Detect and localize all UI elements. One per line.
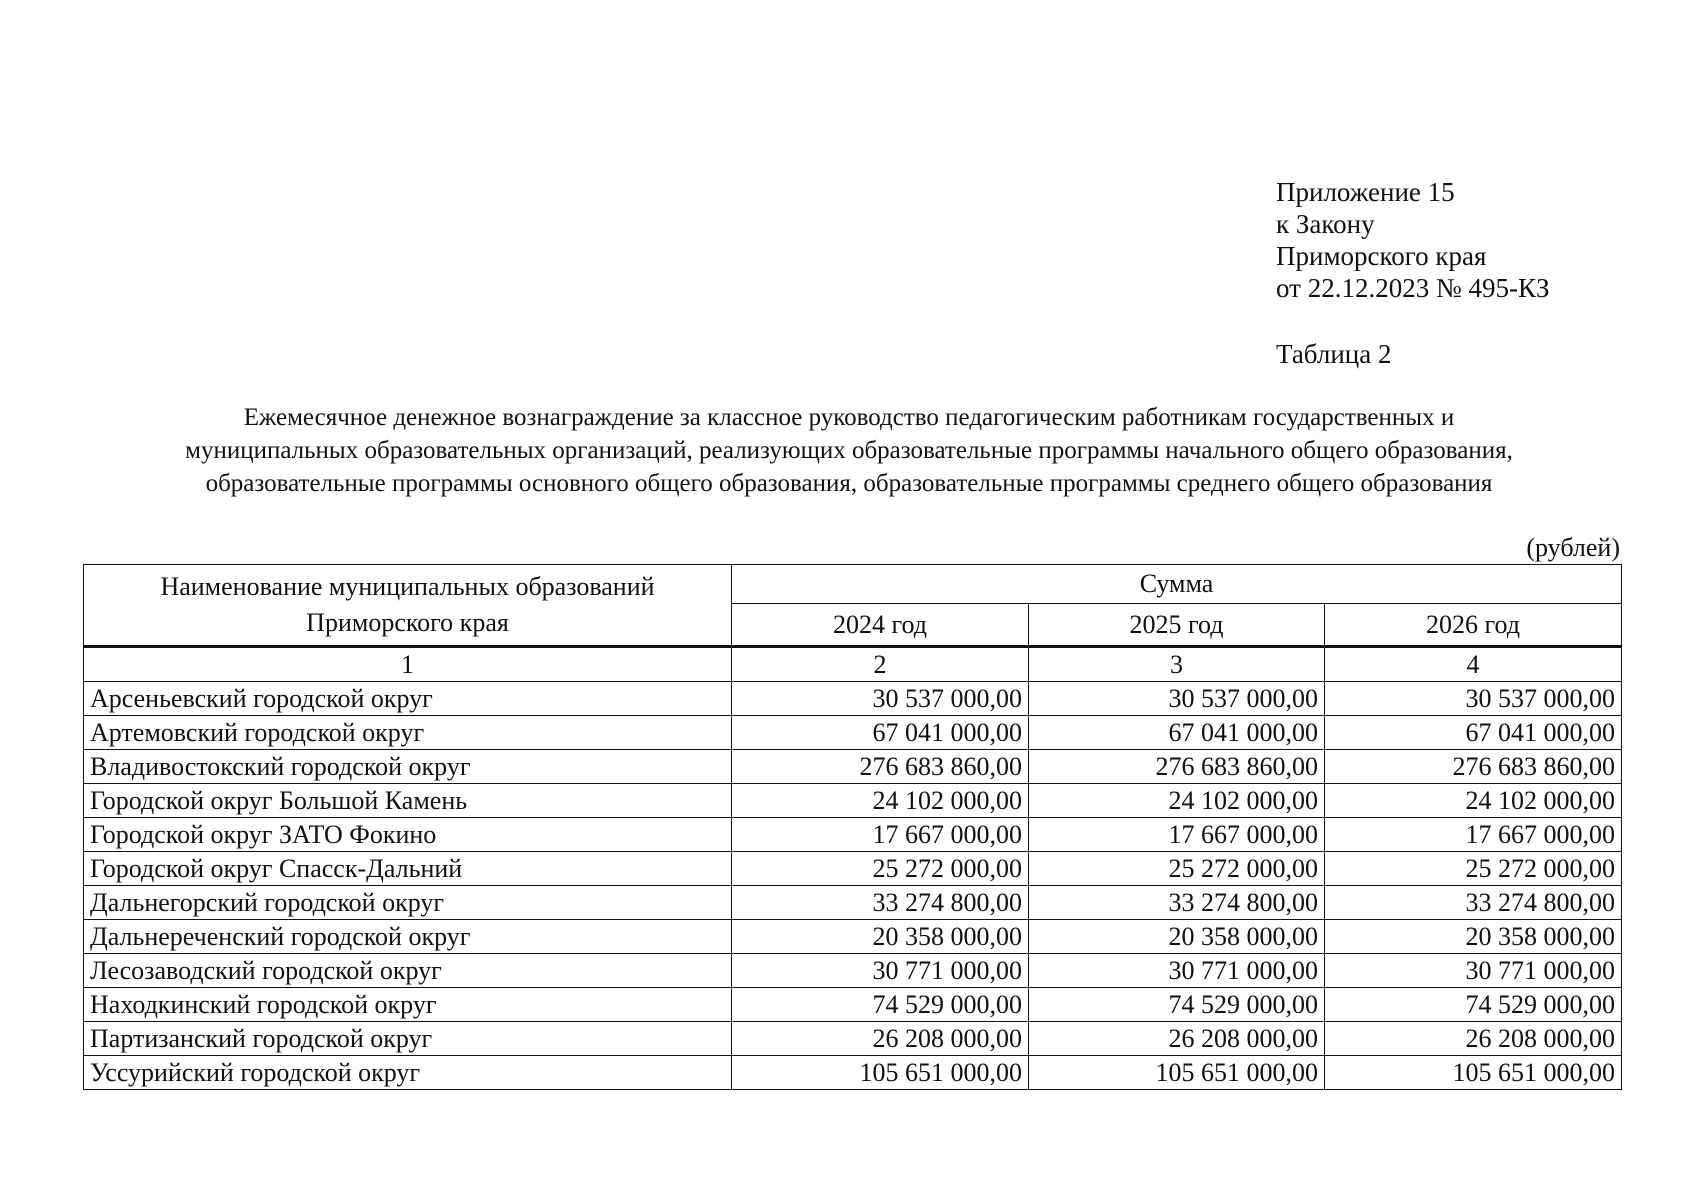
municipality-name-cell: Городской округ ЗАТО Фокино xyxy=(84,818,732,852)
amount-2025-cell: 67 041 000,00 xyxy=(1029,716,1325,750)
amount-2026-cell: 17 667 000,00 xyxy=(1325,818,1622,852)
municipality-name-cell: Лесозаводский городской округ xyxy=(84,954,732,988)
column-index: 3 xyxy=(1029,647,1325,682)
column-index: 1 xyxy=(84,647,732,682)
column-index-row xyxy=(84,647,1622,682)
municipality-name-cell: Городской округ Большой Камень xyxy=(84,784,732,818)
sum-header: Сумма xyxy=(732,565,1622,604)
amount-2024-cell: 30 771 000,00 xyxy=(732,954,1029,988)
amounts-table xyxy=(83,564,1622,1090)
amount-2025-cell: 30 537 000,00 xyxy=(1029,682,1325,716)
table-row xyxy=(84,1022,1622,1056)
appendix-law-date: от 22.12.2023 № 495-КЗ xyxy=(1276,273,1550,303)
amount-2026-cell: 276 683 860,00 xyxy=(1325,750,1622,784)
table-row xyxy=(84,784,1622,818)
amount-2025-cell: 74 529 000,00 xyxy=(1029,988,1325,1022)
municipality-header-line-1: Наименование муниципальных образований xyxy=(160,572,655,601)
municipality-name-cell: Артемовский городской округ xyxy=(84,716,732,750)
amount-2024-cell: 30 537 000,00 xyxy=(732,682,1029,716)
amount-2025-cell: 105 651 000,00 xyxy=(1029,1056,1325,1090)
amount-2026-cell: 20 358 000,00 xyxy=(1325,920,1622,954)
amount-2025-cell: 20 358 000,00 xyxy=(1029,920,1325,954)
amount-2025-cell: 33 274 800,00 xyxy=(1029,886,1325,920)
table-row xyxy=(84,716,1622,750)
amount-2026-cell: 67 041 000,00 xyxy=(1325,716,1622,750)
amount-2025-cell: 26 208 000,00 xyxy=(1029,1022,1325,1056)
appendix-region: Приморского края xyxy=(1276,241,1487,271)
title-line-3: образовательные программы основного общего образования, образовательные программы среднего общего образования xyxy=(205,470,1493,497)
table-row xyxy=(84,954,1622,988)
currency-unit: (рублей) xyxy=(1526,533,1620,562)
municipality-name-cell: Дальнегорский городской округ xyxy=(84,886,732,920)
municipality-name-cell: Партизанский городской округ xyxy=(84,1022,732,1056)
amount-2025-cell: 17 667 000,00 xyxy=(1029,818,1325,852)
column-index: 2 xyxy=(732,647,1029,682)
municipality-name-cell: Городской округ Спасск-Дальний xyxy=(84,852,732,886)
amount-2025-cell: 24 102 000,00 xyxy=(1029,784,1325,818)
amount-2024-cell: 17 667 000,00 xyxy=(732,818,1029,852)
amount-2024-cell: 33 274 800,00 xyxy=(732,886,1029,920)
table-row xyxy=(84,818,1622,852)
municipality-name-cell: Владивостокский городской округ xyxy=(84,750,732,784)
table-number: Таблица 2 xyxy=(1276,339,1392,369)
table-row xyxy=(84,682,1622,716)
amount-2026-cell: 24 102 000,00 xyxy=(1325,784,1622,818)
amount-2024-cell: 25 272 000,00 xyxy=(732,852,1029,886)
municipality-name-cell: Дальнереченский городской округ xyxy=(84,920,732,954)
municipality-header xyxy=(84,565,732,647)
title-line-2: муниципальных образовательных организаций, реализующих образовательные программы начального общего образования, xyxy=(185,437,1513,464)
year-header-2024: 2024 год xyxy=(732,604,1029,647)
amount-2026-cell: 26 208 000,00 xyxy=(1325,1022,1622,1056)
table-row xyxy=(84,988,1622,1022)
appendix-block xyxy=(1276,176,1549,304)
amount-2024-cell: 26 208 000,00 xyxy=(732,1022,1029,1056)
amount-2024-cell: 276 683 860,00 xyxy=(732,750,1029,784)
amount-2024-cell: 105 651 000,00 xyxy=(732,1056,1029,1090)
title-line-1: Ежемесячное денежное вознаграждение за классное руководство педагогическим работникам государственных и xyxy=(243,404,1455,431)
table-row xyxy=(84,886,1622,920)
municipality-name-cell: Уссурийский городской округ xyxy=(84,1056,732,1090)
table-row xyxy=(84,852,1622,886)
table-row xyxy=(84,920,1622,954)
document-title xyxy=(60,401,1638,500)
table-row xyxy=(84,1056,1622,1090)
amount-2025-cell: 25 272 000,00 xyxy=(1029,852,1325,886)
year-header-2025: 2025 год xyxy=(1029,604,1325,647)
amount-2024-cell: 67 041 000,00 xyxy=(732,716,1029,750)
municipality-name-cell: Арсеньевский городской округ xyxy=(84,682,732,716)
amount-2024-cell: 20 358 000,00 xyxy=(732,920,1029,954)
amount-2025-cell: 276 683 860,00 xyxy=(1029,750,1325,784)
year-header-2026: 2026 год xyxy=(1325,604,1622,647)
amount-2025-cell: 30 771 000,00 xyxy=(1029,954,1325,988)
amount-2026-cell: 30 771 000,00 xyxy=(1325,954,1622,988)
amount-2026-cell: 30 537 000,00 xyxy=(1325,682,1622,716)
amount-2026-cell: 74 529 000,00 xyxy=(1325,988,1622,1022)
amount-2026-cell: 105 651 000,00 xyxy=(1325,1056,1622,1090)
municipality-name-cell: Находкинский городской округ xyxy=(84,988,732,1022)
table-row xyxy=(84,750,1622,784)
amount-2024-cell: 24 102 000,00 xyxy=(732,784,1029,818)
amount-2026-cell: 33 274 800,00 xyxy=(1325,886,1622,920)
appendix-number: Приложение 15 xyxy=(1276,177,1455,207)
appendix-law-ref: к Закону xyxy=(1276,209,1375,239)
municipality-header-line-2: Приморского края xyxy=(306,608,509,637)
amount-2026-cell: 25 272 000,00 xyxy=(1325,852,1622,886)
amount-2024-cell: 74 529 000,00 xyxy=(732,988,1029,1022)
header-row-top xyxy=(84,565,1622,604)
column-index: 4 xyxy=(1325,647,1622,682)
